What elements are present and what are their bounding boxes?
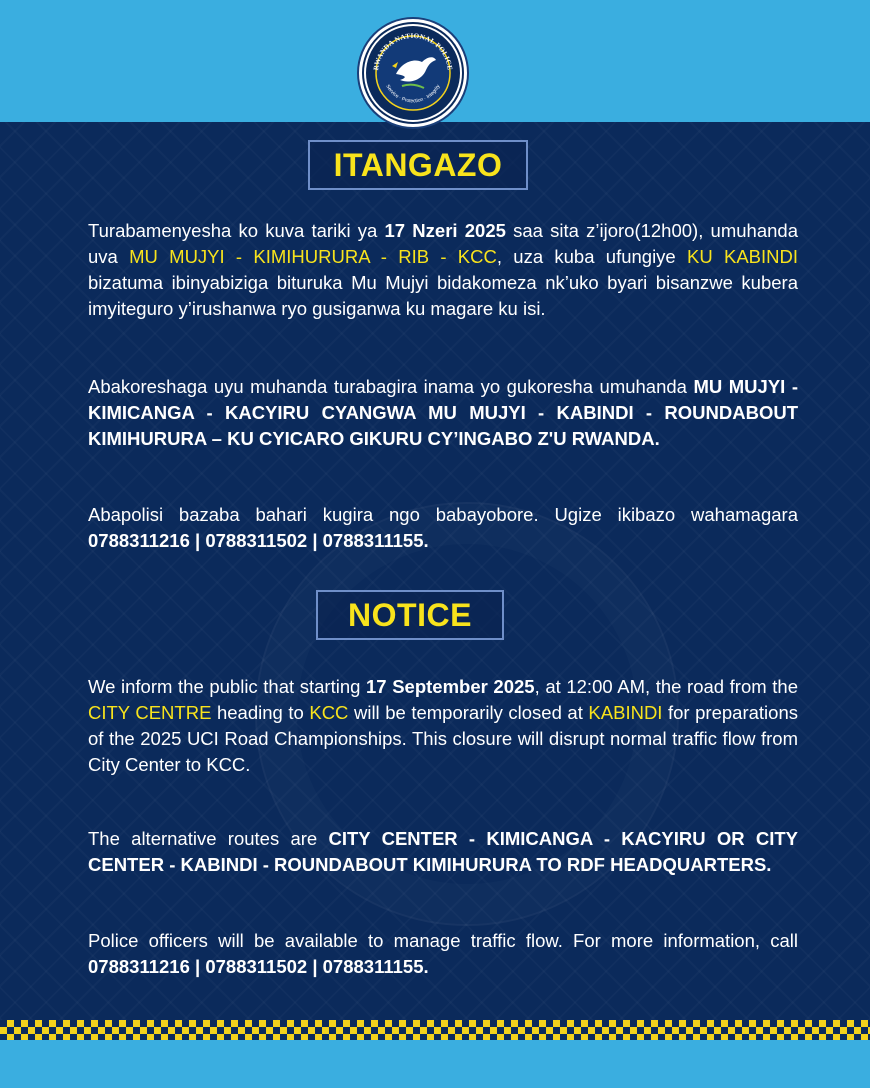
itangazo-heading: ITANGAZO	[308, 140, 528, 190]
en-paragraph-3	[88, 928, 798, 980]
en-p2-text: The alternative routes are	[88, 828, 329, 849]
bottom-band	[0, 1040, 870, 1088]
kin-p1-route: MU MUJYI - KIMIHURURA - RIB - KCC	[129, 246, 497, 267]
en-p1-text-1: We inform the public that starting	[88, 676, 367, 697]
kin-paragraph-3	[88, 502, 798, 554]
kin-p3-text: Abapolisi bazaba bahari kugira ngo babayobore. Ugize ikibazo wahamagara	[88, 504, 798, 525]
logo-top-text: RWANDA NATIONAL POLICE	[372, 31, 454, 71]
en-p1-text-3: heading to	[211, 702, 310, 723]
en-p1-text-4: will be temporarily closed at	[348, 702, 589, 723]
checkered-border	[0, 1020, 870, 1042]
police-emblem-icon	[362, 22, 464, 124]
kin-p2-routes: MU MUJYI - KIMICANGA - KACYIRU CYANGWA MU MUJYI - KABINDI - ROUNDABOUT KIMIHURURA – KU CYICARO GIKURU CY’INGABO Z'U RWANDA.	[88, 376, 798, 449]
en-p1-to: KCC	[309, 702, 349, 723]
kin-p1-place: KU KABINDI	[687, 246, 798, 267]
en-p1-text-5: for preparations of the 2025 UCI Road Championships. This closure will disrupt normal traffic flow from City Center to KCC.	[88, 702, 798, 775]
en-p1-text-2: , at 12:00 AM, the road from the	[534, 676, 798, 697]
kin-p3-phones: 0788311216 | 0788311502 | 0788311155.	[88, 530, 429, 551]
kin-p1-text-2: saa sita z’ijoro(12h00), umuhanda uva	[88, 220, 798, 267]
en-p2-routes: CITY CENTER - KIMICANGA - KACYIRU OR CITY CENTER - KABINDI - ROUNDABOUT KIMIHURURA TO RDF HEADQUARTERS.	[88, 828, 798, 875]
kin-p2-text: Abakoreshaga uyu muhanda turabagira inama yo gukoresha umuhanda	[88, 376, 694, 397]
en-p1-date: 17 September 2025	[366, 676, 535, 697]
en-p1-place: KABINDI	[588, 702, 663, 723]
en-p3-phones: 0788311216 | 0788311502 | 0788311155.	[88, 956, 429, 977]
en-paragraph-2	[88, 826, 798, 878]
kin-p1-text-1: Turabamenyesha ko kuva tariki ya	[88, 220, 385, 241]
police-logo	[362, 22, 464, 124]
kin-p1-text-4: bizatuma ibinyabiziga bituruka Mu Mujyi bidakomeza nk’uko byari bisanzwe kubera imyiteguro y’irushanwa ryo gusiganwa ku magare ku isi.	[88, 272, 798, 319]
kin-paragraph-2	[88, 374, 798, 452]
en-paragraph-1	[88, 674, 798, 778]
logo-motto: Service · Protection · Integrity	[384, 83, 442, 105]
kin-paragraph-1	[88, 218, 798, 322]
notice-heading: NOTICE	[316, 590, 504, 640]
en-p1-from: CITY CENTRE	[88, 702, 212, 723]
en-p3-text: Police officers will be available to manage traffic flow. For more information, call	[88, 930, 798, 951]
kin-p1-date: 17 Nzeri 2025	[384, 220, 506, 241]
kin-p1-text-3: , uza kuba ufungiye	[496, 246, 687, 267]
